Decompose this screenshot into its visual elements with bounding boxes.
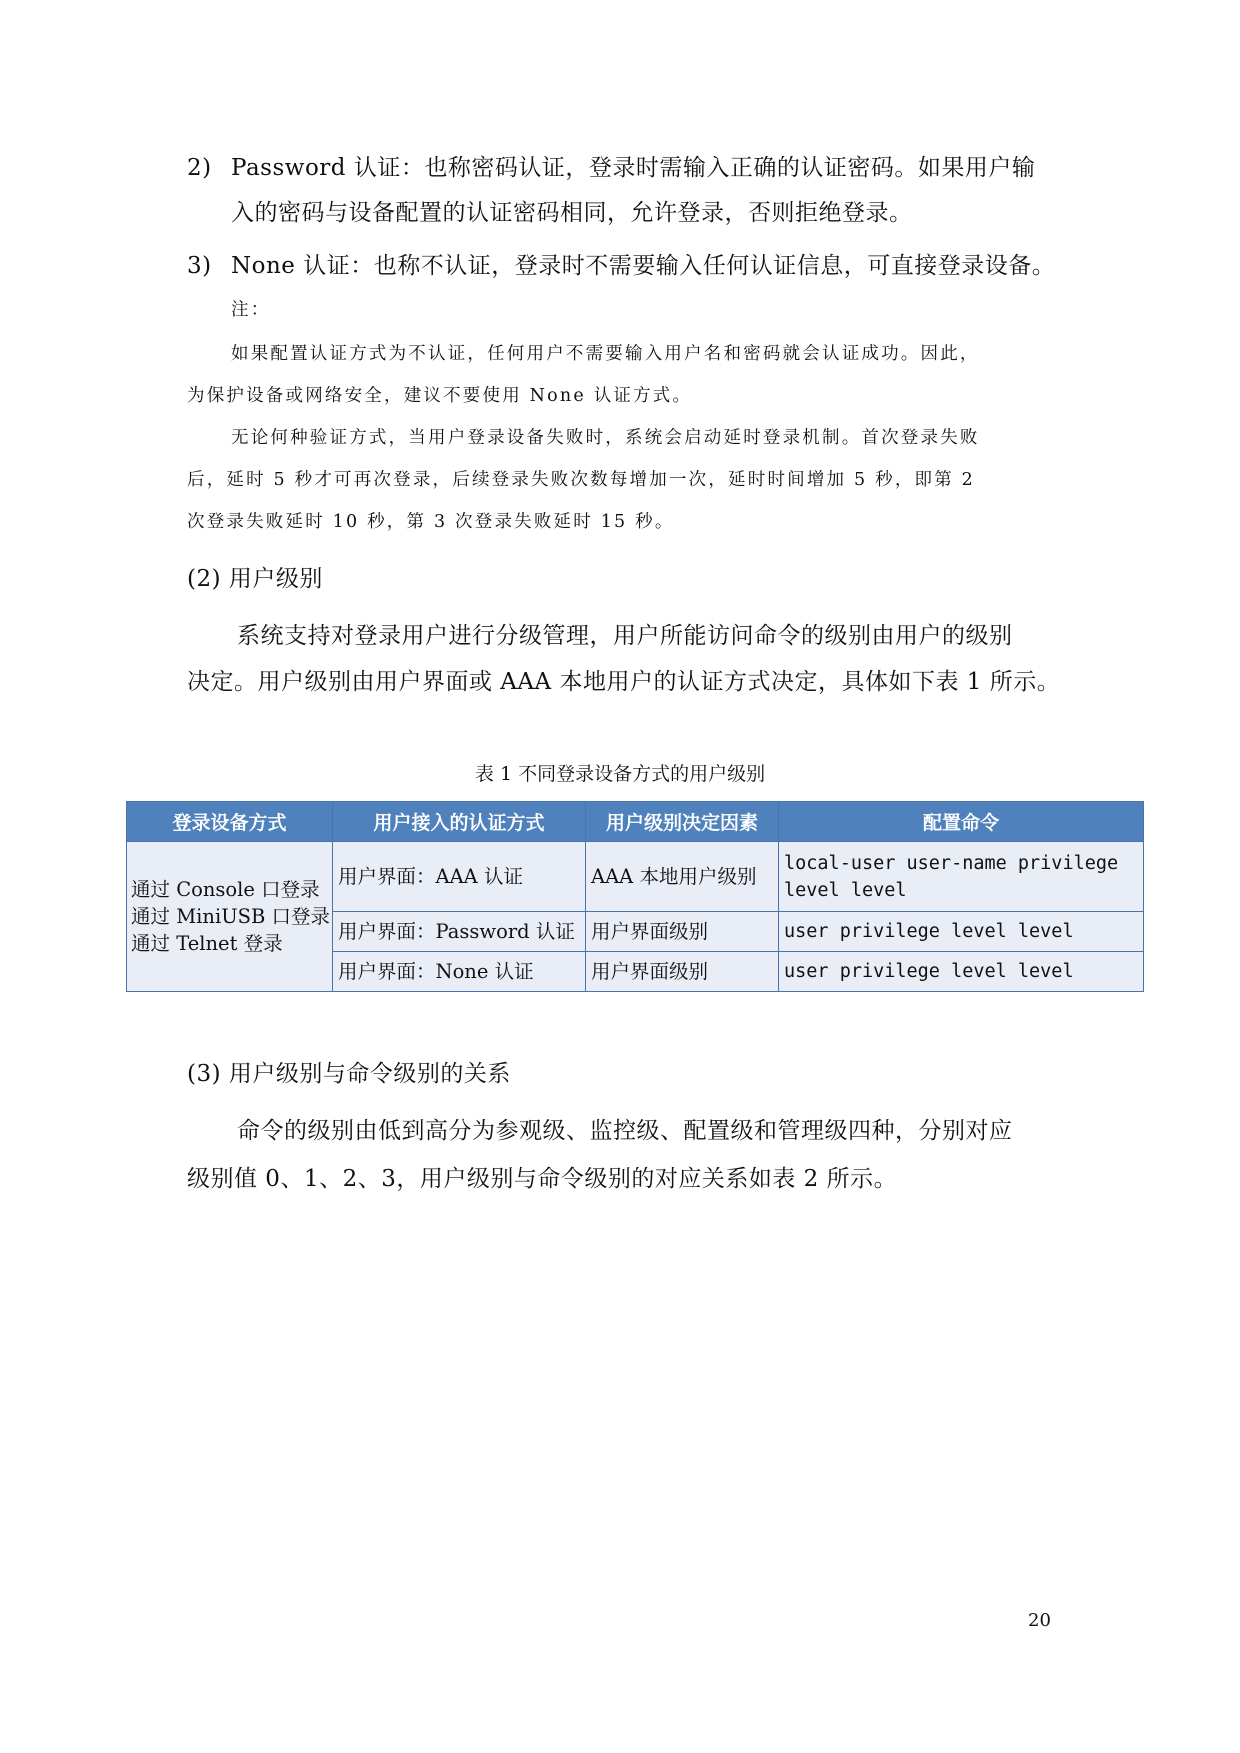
login-method-cell (127, 842, 333, 992)
level-factor-cell: 用户界面级别 (586, 952, 779, 992)
section-heading-user-level: (2) 用户级别 (187, 566, 323, 592)
paragraph: 命令的级别由低到高分为参观级、监控级、配置级和管理级四种，分别对应 (237, 1118, 1013, 1144)
table-caption: 表 1 不同登录设备方式的用户级别 (474, 763, 766, 785)
paragraph: 系统支持对登录用户进行分级管理，用户所能访问命令的级别由用户的级别 (237, 623, 1013, 649)
auth-method-cell: 用户界面：None 认证 (333, 952, 586, 992)
level-factor-cell: 用户界面级别 (586, 912, 779, 952)
list-number: 3) (187, 253, 212, 279)
list-number: 2) (187, 155, 212, 181)
login-method: 通过 Console 口登录 (131, 878, 320, 901)
note-paragraph-2: 次登录失败延时 10 秒，第 3 次登录失败延时 15 秒。 (187, 512, 675, 532)
list-text: None 认证：也称不认证，登录时不需要输入任何认证信息，可直接登录设备。 (231, 253, 1056, 279)
list-item-none-auth (187, 247, 1055, 280)
level-factor-cell: AAA 本地用户级别 (586, 842, 779, 912)
config-command-cell: user privilege level level (779, 912, 1144, 952)
column-header: 配置命令 (779, 802, 1144, 842)
table-row (127, 842, 1144, 912)
section-heading-level-relation: (3) 用户级别与命令级别的关系 (187, 1061, 511, 1087)
auth-method-cell: 用户界面：AAA 认证 (333, 842, 586, 912)
auth-method-cell: 用户界面：Password 认证 (333, 912, 586, 952)
column-header: 登录设备方式 (127, 802, 333, 842)
paragraph: 级别值 0、1、2、3，用户级别与命令级别的对应关系如表 2 所示。 (187, 1166, 898, 1192)
column-header: 用户级别决定因素 (586, 802, 779, 842)
page-number: 20 (1028, 1610, 1051, 1631)
login-method: 通过 MiniUSB 口登录 (131, 905, 331, 928)
user-level-table (126, 801, 1144, 992)
note-label: 注： (231, 300, 271, 320)
list-item-continuation: 入的密码与设备配置的认证密码相同，允许登录，否则拒绝登录。 (231, 200, 913, 226)
list-item-password-auth (187, 149, 1035, 182)
column-header: 用户接入的认证方式 (333, 802, 586, 842)
table-header-row (127, 802, 1144, 842)
login-method: 通过 Telnet 登录 (131, 932, 283, 955)
list-text: Password 认证：也称密码认证，登录时需输入正确的认证密码。如果用户输 (231, 155, 1036, 181)
note-paragraph-2: 无论何种验证方式，当用户登录设备失败时，系统会启动延时登录机制。首次登录失败 (231, 428, 980, 448)
note-paragraph-1: 如果配置认证方式为不认证，任何用户不需要输入用户名和密码就会认证成功。因此， (231, 344, 980, 364)
paragraph: 决定。用户级别由用户界面或 AAA 本地用户的认证方式决定，具体如下表 1 所示。 (187, 669, 1061, 695)
config-command-cell: user privilege level level (779, 952, 1144, 992)
note-paragraph-2: 后，延时 5 秒才可再次登录，后续登录失败次数每增加一次，延时时间增加 5 秒，即第 2 (187, 470, 976, 490)
note-paragraph-1: 为保护设备或网络安全，建议不要使用 None 认证方式。 (187, 386, 693, 406)
config-command-cell: local-user user-name privilege level level (779, 842, 1144, 912)
